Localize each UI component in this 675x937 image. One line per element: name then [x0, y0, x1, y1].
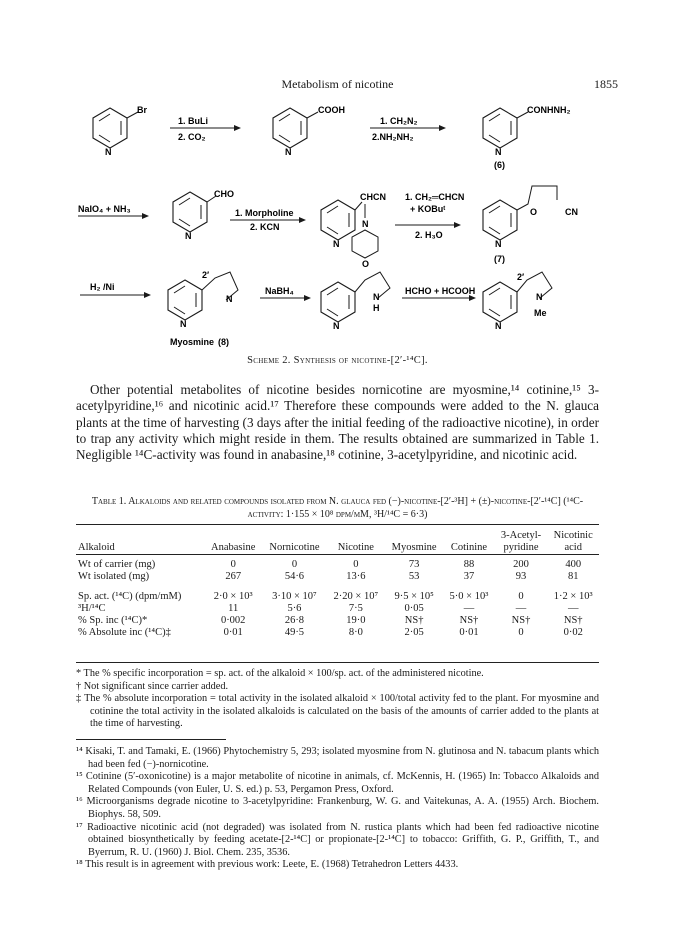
nicotinic-acid-structure	[273, 105, 345, 157]
ketonitrile-structure	[483, 186, 578, 264]
table-caption: Table 1. Alkaloids and related compounds isolated from N. glauca fed (−)-nicotine-[2′-³H] + (±)-nicotine-[2′-¹⁴C] (¹⁴C-activity: 1·155 × 10⁸ dpm/mM, ³H/¹⁴C = 6·3)	[91, 496, 584, 520]
reagent-4c: 2. H₃O	[415, 230, 443, 240]
svg-text:CHO: CHO	[214, 189, 234, 199]
svg-text:2′: 2′	[202, 270, 210, 280]
reagent-1b: 2. CO₂	[178, 132, 206, 142]
table-note: † Not significant since carrier added.	[76, 680, 229, 692]
compound-6-label: (6)	[494, 160, 505, 170]
nornicotine-structure	[321, 272, 390, 331]
table-rule-bottom	[76, 662, 599, 663]
table-rule-top	[76, 524, 599, 525]
svg-text:CN: CN	[565, 207, 578, 217]
reagent-6: HCHO + HCOOH	[405, 286, 476, 296]
myosmine-label: Myosmine	[170, 337, 215, 347]
reference-14: ¹⁴ Kisaki, T. and Tamaki, E. (1966) Phytochemistry 5, 293; isolated myosmine from N. glutinosa and N. tabacum plants which had been fed (−)-nornicotine.	[76, 746, 599, 770]
reagent-5: NaBH₄	[265, 286, 294, 296]
svg-text:N: N	[495, 239, 502, 249]
svg-text:N: N	[495, 321, 502, 331]
svg-text:N: N	[362, 219, 369, 229]
table-row: Wt isolated (mg) 267 54·6 13·6 53 37 93 81	[78, 571, 579, 582]
references	[76, 746, 599, 872]
bromopyridine-structure	[93, 105, 147, 157]
results-table	[76, 530, 599, 639]
svg-text:N: N	[373, 292, 380, 302]
running-head: Metabolism of nicotine	[281, 77, 394, 91]
table-note: ‡ The % absolute incorporation = total activity in the isolated alkaloid × 100/total activity fed to the plant. For myosmine and cotinine the total activity in the isolated alkaloids is calculated on the basis of the amounts of carrier added to the plants at the time of harvesting.	[76, 693, 599, 730]
svg-text:CONHNH₂: CONHNH₂	[527, 105, 571, 115]
table-row: Wt of carrier (mg) 0 0 0 73 88 200 400	[78, 559, 582, 570]
svg-text:H: H	[373, 303, 380, 313]
svg-text:N: N	[333, 321, 340, 331]
reagent-1a: 1. BuLi	[178, 116, 209, 126]
reference-17: ¹⁷ Radioactive nicotinic acid (not degraded) was isolated from N. rustica plants which had been fed radioactive nicotine obtained biosynthetically by feeding acetate-[2-¹⁴C] or propionate-[2-¹⁴C] to tobacco: Griffith, G. P., Griffith, T., and Byerrum, R. U. (1960) J. Biol. Chem. 235, 3536.	[76, 821, 599, 858]
table-row: % Sp. inc (¹⁴C)* 0·002 26·8 19·0 NS† NS† NS† NS†	[78, 615, 583, 626]
nicotine-structure	[483, 272, 552, 331]
svg-text:N: N	[495, 147, 502, 157]
footnote-rule	[76, 739, 226, 740]
svg-text:N: N	[536, 292, 543, 302]
svg-text:N: N	[226, 294, 233, 304]
reagent-3b: 2. KCN	[250, 222, 280, 232]
svg-text:Me: Me	[534, 308, 547, 318]
svg-text:N: N	[333, 239, 340, 249]
table-notes	[76, 668, 599, 731]
scheme-caption: Scheme 2. Synthesis of nicotine-[2′-¹⁴C].	[247, 355, 428, 366]
table-header-row: Alkaloid Anabasine Nornicotine Nicotine Myosmine Cotinine pyridine acid	[78, 542, 582, 553]
reagent-4b: + KOBuᵗ	[410, 204, 446, 214]
reagent-2a: 1. CH₂N₂	[380, 116, 418, 126]
reagent-3a: 1. Morpholine	[235, 208, 294, 218]
reagent-4a: 1. CH₂═CHCN	[405, 192, 465, 202]
svg-text:O: O	[362, 259, 370, 269]
reference-16: ¹⁶ Microorganisms degrade nicotine to 3-acetylpyridine: Frankenburg, W. G. and Vaitekunas, A. A. (1955) Arch. Biochem. Biophys. 58, 509.	[76, 796, 599, 820]
aldehyde-structure	[173, 189, 234, 241]
myosmine-structure	[168, 270, 238, 347]
reagent-2b: 2.NH₂NH₂	[372, 132, 414, 142]
table-note: * The % specific incorporation = sp. act. of the alkaloid × 100/sp. act. of the administered nicotine.	[76, 668, 484, 679]
reference-18: ¹⁸ This result is in agreement with previous work: Leete, E. (1968) Tetrahedron Letters 4433.	[76, 859, 459, 871]
table-row: % Absolute inc (¹⁴C)‡ 0·01 49·5 8·0 2·05 0·01 0 0·02	[78, 627, 583, 638]
svg-text:N: N	[285, 147, 292, 157]
reference-15: ¹⁵ Cotinine (5′-oxonicotine) is a major metabolite of nicotine in animals, cf. McKennis, H. (1965) In: Tobacco Alkaloids and Related Compounds (von Euler, U. S. ed.) p. 53, Pergamon Press, Oxford.	[76, 771, 599, 795]
compound-7-label: (7)	[494, 254, 505, 264]
table-header-row: 3-Acetyl- Nicotinic	[500, 530, 593, 541]
svg-text:N: N	[185, 231, 192, 241]
table-row: Sp. act. (¹⁴C) (dpm/mM) 2·0 × 10³ 3·10 × 10⁷ 2·20 × 10⁷ 9·5 × 10⁵ 5·0 × 10³ 0 1·2 × 10³	[78, 591, 593, 602]
aminonitrile-structure	[321, 192, 386, 269]
synthesis-scheme	[60, 100, 620, 350]
svg-text:COOH: COOH	[318, 105, 345, 115]
br-label: Br	[137, 105, 148, 115]
svg-text:O: O	[530, 207, 538, 217]
body-paragraph: Other potential metabolites of nicotine besides nornicotine are myosmine,¹⁴ cotinine,¹⁵ 3-acetylpyridine,¹⁶ and nicotinic acid.¹⁷ Therefore these compounds were added to the N. glauca plants at the time of harvesting (3 days after the initial feeding of the radioactive nicotine), in order to trap any activity which might reside in them. The results obtained are summarized in Table 1. Negligible ¹⁴C-activity was found in anabasine,¹⁸ cotinine, 3-acetylpyridine, and nicotinic acid.	[76, 382, 599, 463]
ring-n: N	[105, 147, 112, 157]
compound-8-label: (8)	[218, 337, 229, 347]
hydrazide-structure	[483, 105, 571, 170]
page-number: 1855	[594, 77, 618, 91]
table-row: ³H/¹⁴C 11 5·6 7·5 0·05 — — —	[78, 603, 579, 614]
svg-text:2′: 2′	[517, 272, 525, 282]
row2-start-reagent: NaIO₄ + NH₃	[78, 204, 131, 214]
svg-text:CHCN: CHCN	[360, 192, 386, 202]
row3-start-reagent: H₂ /Ni	[90, 282, 115, 292]
svg-text:N: N	[180, 319, 187, 329]
